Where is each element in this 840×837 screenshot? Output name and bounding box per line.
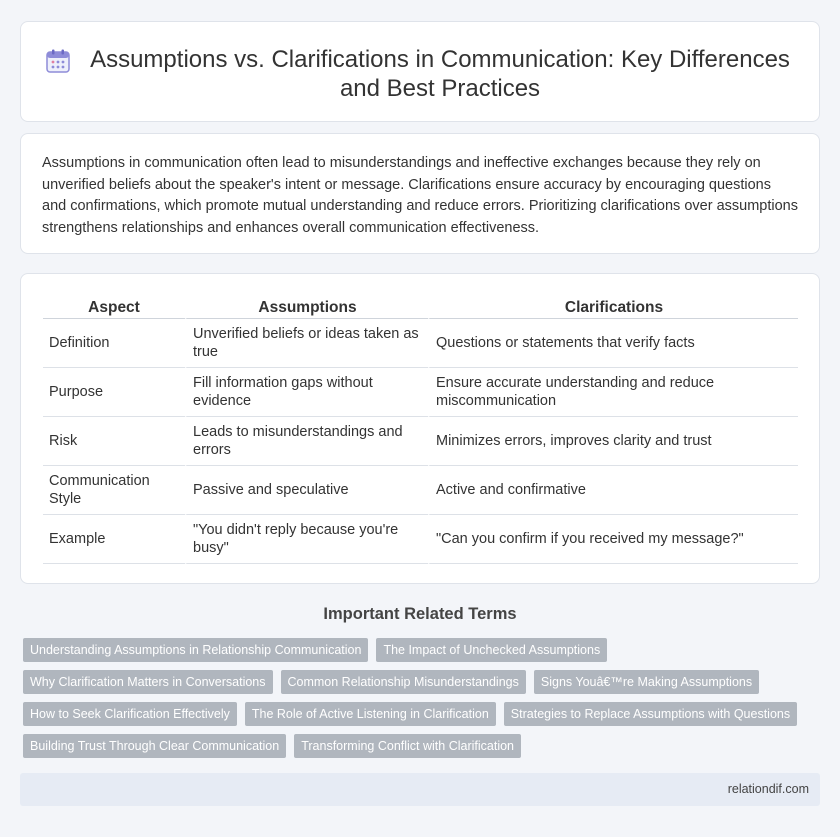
intro-paragraph: Assumptions in communication often lead to misunderstandings and ineffective exchanges because they rely on unverified beliefs about the speaker's intent or message. Clarifications ensure accuracy by encouraging questions and confirmations, which promote mutual understanding and reduce errors. Prioritizing clarifications over assumptions strengthens relationships and enhances overall communication effectiveness.: [42, 155, 798, 236]
related-term-tag[interactable]: Signs Youâ€™re Making Assumptions: [534, 670, 759, 694]
cell-aspect: Communication Style: [43, 466, 185, 515]
related-term-tag[interactable]: Strategies to Replace Assumptions with Questions: [504, 702, 797, 726]
related-term-tag[interactable]: Building Trust Through Clear Communication: [23, 734, 286, 758]
intro-card: [20, 133, 820, 254]
cell-assumption: "You didn't reply because you're busy": [185, 515, 428, 564]
comparison-table: [43, 294, 798, 564]
table-row: [43, 319, 798, 368]
cell-clarification: Ensure accurate understanding and reduce miscommunication: [428, 368, 798, 417]
related-term-tag[interactable]: How to Seek Clarification Effectively: [23, 702, 237, 726]
header-aspect: Aspect: [43, 294, 185, 319]
cell-aspect: Definition: [43, 319, 185, 368]
calendar-icon: [45, 48, 71, 74]
table-row: [43, 368, 798, 417]
cell-assumption: Fill information gaps without evidence: [185, 368, 428, 417]
cell-assumption: Leads to misunderstandings and errors: [185, 417, 428, 466]
cell-clarification: Active and confirmative: [428, 466, 798, 515]
site-name[interactable]: relationdif.com: [727, 782, 809, 796]
header-card: [20, 21, 820, 122]
cell-clarification: Minimizes errors, improves clarity and trust: [428, 417, 798, 466]
cell-clarification: Questions or statements that verify facts: [428, 319, 798, 368]
header-clarifications: Clarifications: [428, 294, 798, 319]
related-term-tag[interactable]: The Role of Active Listening in Clarification: [245, 702, 496, 726]
cell-assumption: Unverified beliefs or ideas taken as true: [185, 319, 428, 368]
related-term-tag[interactable]: Transforming Conflict with Clarification: [294, 734, 521, 758]
related-term-tag[interactable]: Understanding Assumptions in Relationship Communication: [23, 638, 368, 662]
cell-assumption: Passive and speculative: [185, 466, 428, 515]
comparison-card: [20, 273, 820, 584]
related-terms-title: Important Related Terms: [323, 605, 517, 623]
related-terms-list: [23, 638, 803, 758]
related-term-tag[interactable]: Common Relationship Misunderstandings: [281, 670, 526, 694]
table-row: [43, 417, 798, 466]
cell-aspect: Example: [43, 515, 185, 564]
table-row: [43, 515, 798, 564]
footer-bar: [20, 773, 820, 806]
cell-clarification: "Can you confirm if you received my message?": [428, 515, 798, 564]
table-header-row: [43, 294, 798, 319]
related-term-tag[interactable]: Why Clarification Matters in Conversations: [23, 670, 273, 694]
cell-aspect: Purpose: [43, 368, 185, 417]
cell-aspect: Risk: [43, 417, 185, 466]
table-row: [43, 466, 798, 515]
page-title: Assumptions vs. Clarifications in Communication: Key Differences and Best Practices: [90, 46, 790, 102]
related-term-tag[interactable]: The Impact of Unchecked Assumptions: [376, 638, 607, 662]
header-assumptions: Assumptions: [185, 294, 428, 319]
